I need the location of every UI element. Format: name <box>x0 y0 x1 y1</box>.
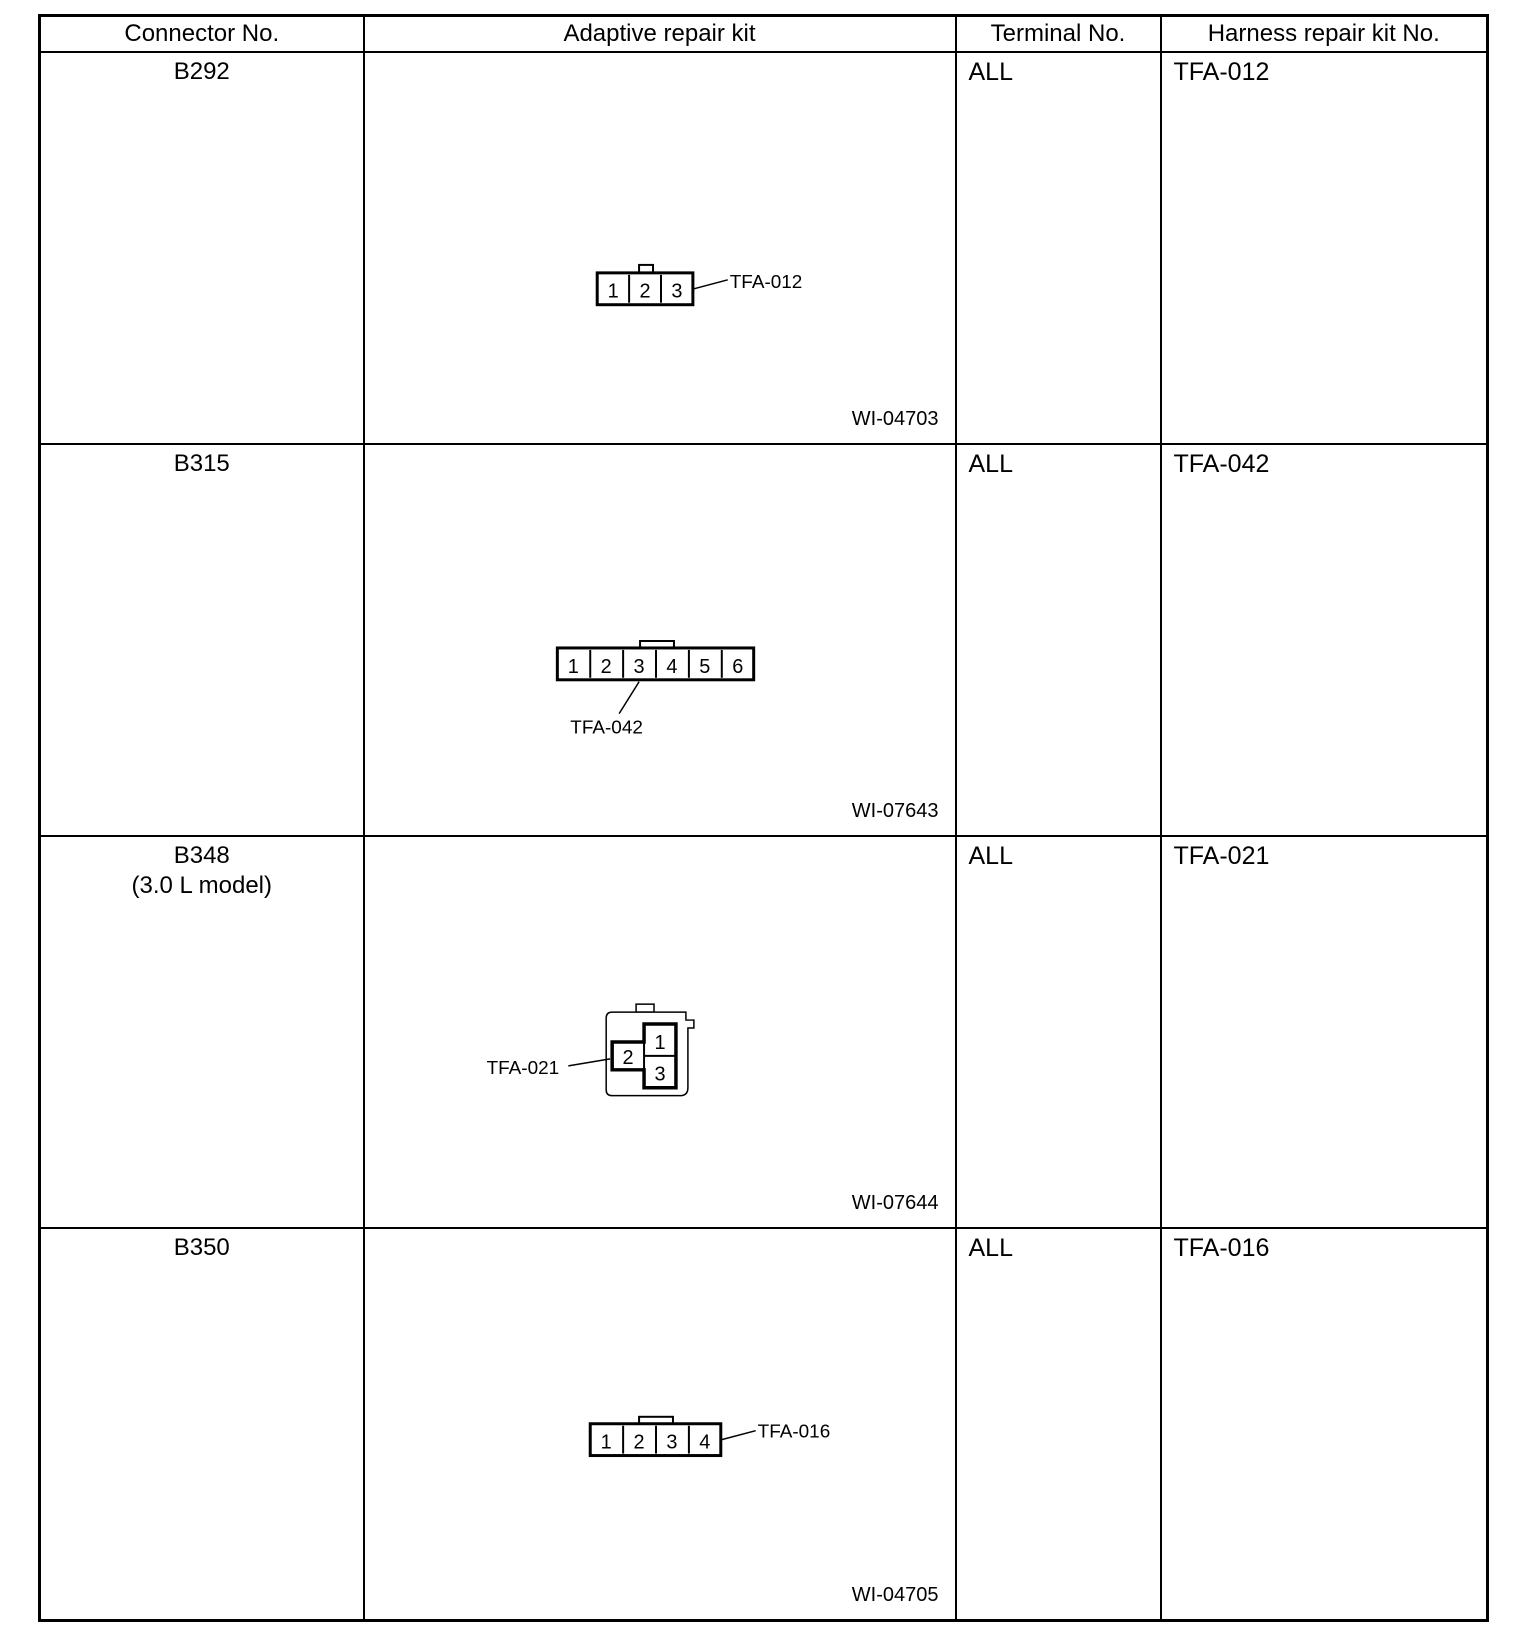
pin-label: 1 <box>600 1431 612 1454</box>
pin-label: 4 <box>698 1431 710 1454</box>
pin-label: 5 <box>698 655 710 678</box>
callout-label: TFA-012 <box>729 271 802 293</box>
header-adaptive-repair-kit: Adaptive repair kit <box>364 16 956 53</box>
terminal-number: ALL <box>968 842 1013 870</box>
pin-label: 2 <box>622 1046 634 1069</box>
connector-number: B315 <box>173 450 230 477</box>
pin-label: 6 <box>731 655 743 678</box>
harness-kit-number: TFA-042 <box>1173 450 1270 478</box>
pin-label: 3 <box>665 1431 677 1454</box>
header-terminal-no: Terminal No. <box>956 16 1161 53</box>
connector-cell <box>40 836 364 1228</box>
terminal-number: ALL <box>968 1234 1013 1262</box>
connector-diagram <box>365 837 955 1227</box>
terminal-cell <box>956 444 1161 836</box>
connector-number: B348 <box>173 842 230 869</box>
harness-kit-number: TFA-012 <box>1173 58 1270 86</box>
figure-code: WI-04703 <box>851 408 939 430</box>
connector-note: (3.0 L model) <box>131 872 272 899</box>
terminal-number: ALL <box>968 450 1013 478</box>
table-row <box>40 444 1488 836</box>
pin-label: 3 <box>653 1063 666 1086</box>
pin-label: 4 <box>665 655 678 678</box>
table-row <box>40 1228 1488 1620</box>
harness-kit-number: TFA-021 <box>1173 842 1270 870</box>
callout-leader <box>568 1059 610 1066</box>
harness-cell <box>1161 52 1488 444</box>
connector-cell <box>40 1228 364 1620</box>
figure-code: WI-07643 <box>851 800 939 822</box>
adaptive-repair-kit-cell <box>364 1228 956 1620</box>
harness-kit-number: TFA-016 <box>1173 1234 1270 1262</box>
adaptive-repair-kit-cell <box>364 444 956 836</box>
pin-label: 1 <box>567 655 579 678</box>
repair-kit-table <box>38 14 1489 1622</box>
terminal-cell <box>956 1228 1161 1620</box>
pin-label: 1 <box>653 1031 666 1054</box>
terminal-cell <box>956 52 1161 444</box>
table-row <box>40 52 1488 444</box>
callout-leader <box>693 280 727 289</box>
callout-label: TFA-042 <box>569 717 643 739</box>
callout-leader <box>619 682 639 714</box>
harness-cell <box>1161 1228 1488 1620</box>
connector-number: B350 <box>173 1234 230 1261</box>
terminal-number: ALL <box>968 58 1013 86</box>
pin-label: 2 <box>600 655 612 678</box>
connector-cell <box>40 52 364 444</box>
terminal-cell <box>956 836 1161 1228</box>
figure-code: WI-07644 <box>851 1192 939 1214</box>
harness-cell <box>1161 836 1488 1228</box>
connector-number: B292 <box>173 58 230 85</box>
connector-latch <box>636 1004 654 1012</box>
pin-label: 2 <box>639 280 651 303</box>
adaptive-repair-kit-cell <box>364 52 956 444</box>
connector-cell <box>40 444 364 836</box>
callout-label: TFA-021 <box>486 1057 559 1079</box>
pin-label: 3 <box>670 280 682 303</box>
callout-leader <box>721 1431 755 1440</box>
figure-code: WI-04705 <box>851 1583 939 1606</box>
connector-diagram <box>365 1229 955 1619</box>
pin-label: 3 <box>633 655 645 678</box>
pin-label: 1 <box>607 280 619 303</box>
header-row <box>40 16 1488 53</box>
connector-diagram <box>365 445 955 835</box>
connector-diagram <box>365 53 955 443</box>
pin-label: 2 <box>633 1431 645 1454</box>
header-connector-no: Connector No. <box>40 16 364 53</box>
adaptive-repair-kit-cell <box>364 836 956 1228</box>
harness-cell <box>1161 444 1488 836</box>
callout-label: TFA-016 <box>757 1421 830 1443</box>
table-row <box>40 836 1488 1228</box>
header-harness-repair-kit-no: Harness repair kit No. <box>1161 16 1488 53</box>
